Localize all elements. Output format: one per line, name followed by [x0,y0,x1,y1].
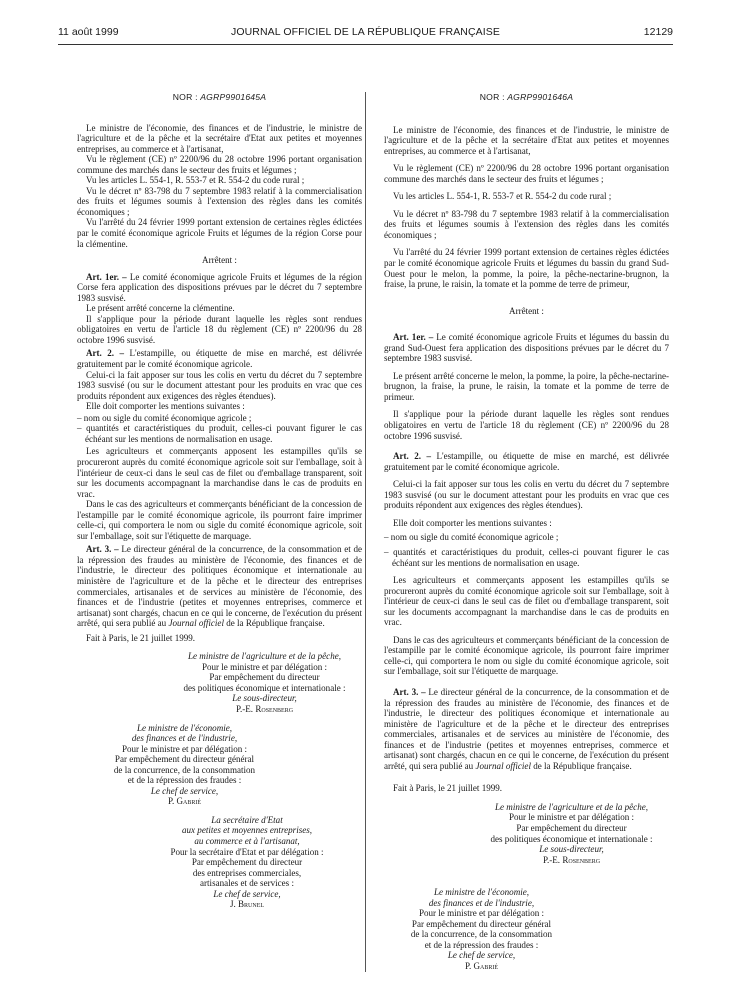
mentions-list [384,532,669,568]
article-2-concession: Dans le cas des agriculteurs et commerçants bénéficiant de la concession de l'estampille par le comité économique agricole, ils pourront faire imprimer celle-ci, qui comportera le nom ou sigle du comité économique agricole, soit sur l'emballage, soit sur l'étiquette de marquage. [384,634,669,677]
visa-code-rural: Vu les articles L. 554-1, R. 553-7 et R. 554-2 du code rural ; [86,175,305,186]
delegation-line: des politiques économique et internationale : [490,833,653,844]
article-1-scope: Le présent arrêté concerne le melon, la pomme, la poire, la pêche-nectarine-brugnon, la fraise, la prune, le raisin, la tomate et la pomme de terre de primeur. [384,370,669,402]
mention-item: – quantités et caractéristiques du produit, celles-ci pouvant figurer le cas échéant sur les mentions de normalisation en usage. [384,547,669,568]
journal-officiel-ref: Journal officiel [168,618,224,629]
signatory-title: aux petites et moyennes entreprises, [181,825,313,836]
article-2-colis: Celui-ci la fait apposer sur tous les colis en vertu du décret du 7 septembre 1983 susvisé (ou sur le document attestant pour les produits en vrac que ces produits répondent aux exigences des règles étendues). [384,479,669,511]
signatory-role: Le sous-directeur, [539,844,604,855]
signature-date: Fait à Paris, le 21 juillet 1999. [393,783,503,794]
delegation-line: Pour le ministre et par délégation : [121,743,248,754]
delegation-line: Par empêchement du directeur [191,857,303,868]
signatory-title: Le ministre de l'économie, [433,887,530,898]
delegation-line: Pour le ministre et par délégation : [418,908,545,919]
nor-reference [77,92,362,103]
article-2-text: L'estampille, ou étiquette de mise en marché, est délivrée gratuitement par le comité économique agricole. [77,348,363,370]
signatory-title: des finances et de l'industrie, [428,897,535,908]
article-1-text: Le comité économique agricole Fruits et légumes de la région Corse fera application des dispositions prévues par le décret du 7 septembre 1983 susvisé. [77,271,362,303]
visa-decret: Vu le décret nº 83-798 du 7 septembre 1983 relatif à la commercialisation des fruits et légumes soumis à l'extension des règles dans les comités économiques ; [77,185,362,217]
column-divider [365,92,366,972]
article-1 [77,272,362,304]
signatory-role: Le chef de service, [213,888,281,899]
delegation-line: et de la répression des fraudes : [424,939,539,950]
article-3 [384,687,669,771]
article-1-label: Art. 1er. – [393,332,434,343]
article-3-end: de la République française. [533,760,632,771]
delegation-line: Par empêchement du directeur [209,672,320,683]
signature-date: Fait à Paris, le 21 juillet 1999. [86,632,196,643]
visa-preamble: Le ministre de l'économie, des finances et de l'industrie, le ministre de l'agriculture et de la pêche et la secrétaire d'Etat aux petites et moyennes entreprises, au commerce et à l'artisanat, [384,124,669,156]
signatory-name: P. Gabrié [464,961,499,971]
mention-item: – nom ou sigle du comité économique agricole ; [77,413,362,424]
visa-code-rural: Vu les articles L. 554-1, R. 553-7 et R. 554-2 du code rural ; [393,191,612,202]
signatory-role: Le sous-directeur, [232,693,297,704]
article-3-label: Art. 3. – [86,544,119,555]
signatory-title: Le ministre de l'agriculture et de la pêche, [187,651,341,662]
delegation-line: et de la répression des fraudes : [127,775,242,786]
delegation-line: des politiques économique et internationale : [183,682,346,693]
delegation-line: Pour la secrétaire d'Etat et par délégation : [170,846,324,857]
delegation-line: Par empêchement du directeur [516,822,627,833]
delegation-line: Pour le ministre et par délégation : [508,812,635,823]
signature-economie [384,887,669,971]
visa-arrete: Vu l'arrêté du 24 février 1999 portant extension de certaines règles édictées par le comité économique agricole Fruits et légumes du bassin du grand Sud-Ouest pour le melon, la pomme, la poire, la pêche-nectarine-brugnon, la fraise, la prune, le raisin, la tomate et la pomme de terre de primeur, [384,247,669,290]
visa-preamble: Le ministre de l'économie, des finances et de l'industrie, le ministre de l'agriculture et de la pêche et la secrétaire d'Etat aux petites et moyennes entreprises, au commerce et à l'artisanat, [77,122,362,154]
nor-prefix: NOR : [172,92,198,102]
signatory-title: Le ministre de l'économie, [136,722,233,733]
signature-agriculture [77,651,362,714]
signatory-title: Le ministre de l'agriculture et de la pêche, [494,801,648,812]
signatory-name: P. Gabrié [167,796,202,807]
delegation-line: de la concurrence, de la consommation [113,764,256,775]
signatory-name: J. Brunel [229,899,265,910]
visa-reglement: Vu le règlement (CE) nº 2200/96 du 28 octobre 1996 portant organisation commune des marchés dans le secteur des fruits et légumes ; [384,163,669,184]
nor-prefix: NOR : [479,92,505,102]
delegation-line: de la concurrence, de la consommation [410,929,553,940]
visa-decret: Vu le décret nº 83-798 du 7 septembre 1983 relatif à la commercialisation des fruits et légumes soumis à l'extension des règles dans les comités économiques ; [384,208,669,240]
signatory-title: La secrétaire d'Etat [211,814,283,825]
header-rule [58,44,673,45]
issue-date: 11 août 1999 [58,26,119,38]
decree-left [77,92,362,910]
article-2 [384,451,669,472]
page-header [58,26,673,42]
article-2-colis: Celui-ci la fait apposer sur tous les colis en vertu du décret du 7 septembre 1983 susvisé (ou sur le document attestant pour les produits en vrac que ces produits répondent aux exigences des règles étendues). [77,369,362,401]
article-2-estampilles: Les agriculteurs et commerçants apposent les estampilles qu'ils se procureront auprès du comité économique agricole soit sur l'emballage, soit à l'intérieur de ceux-ci dans le seul cas de filet ou d'emballage transparent, soit sur les documents accompagnant la marchandise dans le cas de produits en vrac. [77,446,362,499]
article-2-mentions-intro: Elle doit comporter les mentions suivantes : [393,517,552,528]
signatory-title: des finances et de l'industrie, [131,733,238,744]
delegation-line: artisanales et de services : [200,878,294,889]
signatory-role: Le chef de service, [447,950,516,961]
signatory-name: P.-E. Rosenberg [542,854,601,865]
article-2-mentions-intro: Elle doit comporter les mentions suivantes : [86,401,245,412]
decree-right [384,92,669,972]
article-3-text: Le directeur général de la concurrence, de la consommation et de la répression des fraudes au ministère de l'économie, des finances et de l'industrie, le directeur des politiques économique et internationale au ministère de l'agriculture et de la pêche et le directeur des entreprises commerciales, artisanales et de services au ministère de l'économie, des finances et de l'industrie (petites et moyennes entreprises, commerce et artisanat) sont chargés, chacun en ce qui le concerne, de l'exécution du présent arrêté, qui sera publié au [384,686,670,771]
nor-code: AGRP9901645A [200,92,267,102]
article-2 [77,348,362,369]
nor-code: AGRP9901646A [507,92,574,102]
nor-reference [384,92,669,103]
mention-item: – nom ou sigle du comité économique agricole ; [384,532,669,543]
signature-economie [77,723,362,807]
article-3-text: Le directeur général de la concurrence, de la consommation et de la répression des fraudes au ministère de l'économie, des finances et de l'industrie, le directeur des politiques économique et internationale au ministère de l'agriculture et de la pêche et le directeur des entreprises commerciales, artisanales et de services au ministère de l'économie, des finances et de l'industrie (petites et moyennes entreprises, commerce et artisanat) sont chargés, chacun en ce qui le concerne, de l'exécution du présent arrêté, qui sera publié au [77,544,363,629]
mentions-list [77,413,362,445]
article-1-text: Le comité économique agricole Fruits et légumes du bassin du grand Sud-Ouest fera application des dispositions prévues par le décret du 7 septembre 1983 susvisé. [384,332,670,364]
signature-agriculture [384,802,669,865]
article-2-concession: Dans le cas des agriculteurs et commerçants bénéficiant de la concession de l'estampille par le comité économique agricole, ils pourront faire imprimer celle-ci, qui comportera le nom ou sigle du comité économique agricole, soit sur l'emballage, soit sur l'étiquette de marquage. [77,499,362,541]
article-1-scope: Le présent arrêté concerne la clémentine. [86,303,235,314]
article-2-text: L'estampille, ou étiquette de mise en marché, est délivrée gratuitement par le comité économique agricole. [384,451,670,472]
journal-officiel-ref: Journal officiel [475,760,531,771]
arretent-heading: Arrêtent : [202,255,237,266]
delegation-line: des entreprises commerciales, [192,867,302,878]
signatory-name: P.-E. Rosenberg [235,703,294,714]
article-1-period: Il s'applique pour la période durant laquelle les règles sont rendues obligatoires en vertu de l'article 18 du règlement (CE) nº 2200/96 du 28 octobre 1996 susvisé. [77,313,362,345]
signatory-title: au commerce et à l'artisanat, [194,836,300,846]
article-2-estampilles: Les agriculteurs et commerçants apposent les estampilles qu'ils se procureront auprès du comité économique agricole soit sur l'emballage, soit à l'intérieur de ceux-ci dans le seul cas de filet ou d'emballage transparent, soit sur les documents accompagnant la marchandise dans le cas de produits en vrac. [384,575,669,628]
article-2-label: Art. 2. – [393,451,432,462]
article-1-label: Art. 1er. – [86,271,127,282]
delegation-line: Par empêchement du directeur général [114,754,255,765]
article-3-label: Art. 3. – [393,686,426,697]
visa-reglement: Vu le règlement (CE) nº 2200/96 du 28 octobre 1996 portant organisation commune des marchés dans le secteur des fruits et légumes ; [77,154,362,175]
article-3-end: de la République française. [226,618,325,629]
article-1 [384,332,669,364]
mention-item: – quantités et caractéristiques du produit, celles-ci pouvant figurer le cas échéant sur les mentions de normalisation en usage. [77,423,362,444]
visa-arrete: Vu l'arrêté du 24 février 1999 portant extension de certaines règles édictées par le comité économique agricole Fruits et légumes de la région Corse pour la clémentine. [77,217,362,249]
page-number: 12129 [643,26,673,38]
article-3 [77,544,362,628]
delegation-line: Pour le ministre et par délégation : [201,661,328,672]
signatory-role: Le chef de service, [150,785,219,796]
article-1-period: Il s'applique pour la période durant laquelle les règles sont rendues obligatoires en vertu de l'article 18 du règlement (CE) nº 2200/96 du 28 octobre 1996 susvisé. [384,409,669,441]
delegation-line: Par empêchement du directeur général [411,918,552,929]
article-2-label: Art. 2. – [86,348,125,359]
journal-title: JOURNAL OFFICIEL DE LA RÉPUBLIQUE FRANÇAISE [231,26,500,38]
signature-secretaire-etat [77,815,362,910]
arretent-heading: Arrêtent : [509,305,544,316]
